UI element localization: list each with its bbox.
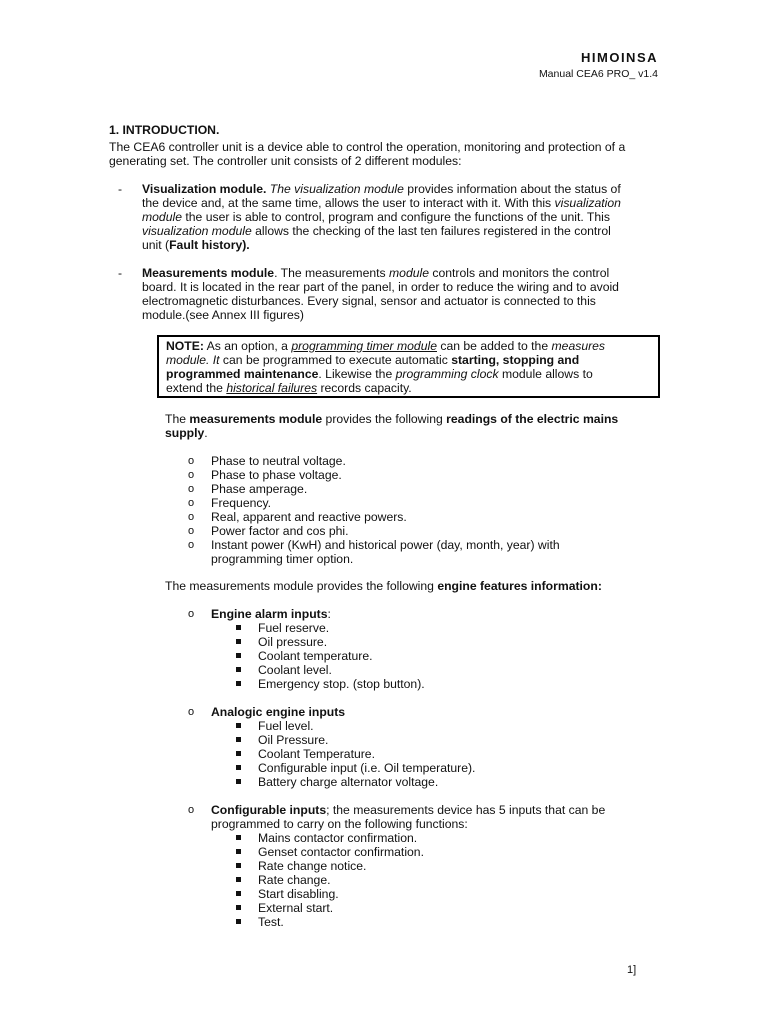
readings-t2: provides the following xyxy=(322,412,447,426)
bullet-icon xyxy=(236,667,241,672)
instant-power-line-2: programming timer option. xyxy=(211,552,354,566)
list-marker: o xyxy=(188,608,195,620)
list-item: Frequency. xyxy=(211,496,272,510)
bullet-icon xyxy=(236,765,241,770)
readings-intro xyxy=(165,412,658,440)
intro-line-1: The CEA6 controller unit is a device able to control the operation, monitoring and protection of a xyxy=(109,140,626,154)
measurements-paragraph xyxy=(142,266,658,322)
note-i3: programming clock xyxy=(395,367,499,381)
list-marker: o xyxy=(188,455,195,467)
visualization-text-t4: allows the checking of the last ten failures registered in the control xyxy=(251,224,611,238)
list-item: Coolant level. xyxy=(258,663,332,677)
visualization-title: Visualization module. xyxy=(142,182,267,196)
measurements-text-i1: module xyxy=(389,266,429,280)
visualization-text-t5a: unit ( xyxy=(142,238,170,252)
note-historical-failures: historical failures xyxy=(226,381,318,395)
bullet-icon xyxy=(236,737,241,742)
engine-b1: engine features information: xyxy=(437,579,602,593)
list-marker: o xyxy=(188,706,195,718)
list-item: Real, apparent and reactive powers. xyxy=(211,510,407,524)
readings-t3: . xyxy=(204,426,208,440)
note-b2: programmed maintenance xyxy=(166,367,319,381)
list-item: Test. xyxy=(258,915,284,929)
measurements-line-3: electromagnetic disturbances. Every signal, sensor and actuator is connected to this xyxy=(142,294,596,308)
list-item: Power factor and cos phi. xyxy=(211,524,349,538)
note-b1: starting, stopping and xyxy=(451,353,580,367)
list-item: Fuel reserve. xyxy=(258,621,330,635)
list-item: Rate change notice. xyxy=(258,859,367,873)
bullet-icon xyxy=(236,891,241,896)
list-item: Coolant temperature. xyxy=(258,649,373,663)
list-item: Configurable input (i.e. Oil temperature). xyxy=(258,761,476,775)
measurements-dash: - xyxy=(118,266,123,280)
visualization-text-i1: The visualization module xyxy=(269,182,404,196)
readings-b2: readings of the electric mains xyxy=(446,412,619,426)
page-number: 1] xyxy=(627,964,637,976)
list-marker: o xyxy=(188,469,195,481)
engine-alarm-colon: : xyxy=(327,607,331,621)
note-t5: module allows to xyxy=(498,367,593,381)
readings-b1: measurements module xyxy=(189,412,323,426)
readings-b3: supply xyxy=(165,426,205,440)
bullet-icon xyxy=(236,863,241,868)
bullet-icon xyxy=(236,849,241,854)
bullet-icon xyxy=(236,779,241,784)
instant-power-line-1: Instant power (KwH) and historical power (day, month, year) with xyxy=(211,538,560,552)
note-t6: extend the xyxy=(166,381,227,395)
list-item: Phase to phase voltage. xyxy=(211,468,342,482)
measurements-text-t1b: controls and monitors the control xyxy=(429,266,610,280)
bullet-icon xyxy=(236,639,241,644)
list-item: Fuel level. xyxy=(258,719,314,733)
list-item: Oil Pressure. xyxy=(258,733,329,747)
list-item: Coolant Temperature. xyxy=(258,747,375,761)
bullet-icon xyxy=(236,653,241,658)
list-item: Phase amperage. xyxy=(211,482,308,496)
list-marker: o xyxy=(188,511,195,523)
bullet-icon xyxy=(236,751,241,756)
engine-alarm-label: Engine alarm inputs xyxy=(211,607,328,621)
measurements-line-2: board. It is located in the rear part of the panel, in order to reduce the wiring and to avoid xyxy=(142,280,619,294)
list-marker: o xyxy=(188,539,195,551)
visualization-text-i4: visualization module xyxy=(142,224,252,238)
visualization-text-i3: module xyxy=(142,210,182,224)
visualization-text-l2: the device and, at the same time, allows the user to interact with it. With this xyxy=(142,196,555,210)
readings-t1: The xyxy=(165,412,190,426)
bullet-icon xyxy=(236,835,241,840)
configurable-t2: programmed to carry on the following functions: xyxy=(211,817,468,831)
note-i1: measures xyxy=(551,339,606,353)
note-t2: can be added to the xyxy=(436,339,552,353)
list-item: Oil pressure. xyxy=(258,635,328,649)
list-item: Battery charge alternator voltage. xyxy=(258,775,439,789)
analogic-title: Analogic engine inputs xyxy=(211,705,346,719)
list-item: Phase to neutral voltage. xyxy=(211,454,346,468)
header-brand: HIMOINSA xyxy=(581,50,658,65)
visualization-dash: - xyxy=(118,182,123,196)
list-item xyxy=(211,538,658,566)
note-label: NOTE: xyxy=(166,339,204,353)
bullet-icon xyxy=(236,877,241,882)
note-box xyxy=(157,335,660,398)
intro-paragraph xyxy=(109,140,658,168)
fault-history-label: Fault history). xyxy=(169,238,250,252)
bullet-icon xyxy=(236,723,241,728)
bullet-icon xyxy=(236,919,241,924)
engine-intro xyxy=(165,579,658,593)
visualization-text-i2: visualization xyxy=(554,196,621,210)
intro-heading: 1. INTRODUCTION. xyxy=(109,123,220,137)
list-item: External start. xyxy=(258,901,334,915)
list-marker: o xyxy=(188,525,195,537)
measurements-title: Measurements module xyxy=(142,266,275,280)
note-t7: records capacity. xyxy=(317,381,412,395)
list-item: Emergency stop. (stop button). xyxy=(258,677,425,691)
configurable-paragraph xyxy=(211,803,658,831)
bullet-icon xyxy=(236,681,241,686)
bullet-icon xyxy=(236,625,241,630)
list-marker: o xyxy=(188,483,195,495)
engine-alarm-title xyxy=(211,607,658,621)
intro-line-2: generating set. The controller unit consists of 2 different modules: xyxy=(109,154,462,168)
note-t4: . Likewise the xyxy=(318,367,396,381)
measurements-text-t1a: . The measurements xyxy=(274,266,390,280)
list-marker: o xyxy=(188,497,195,509)
list-item: Start disabling. xyxy=(258,887,339,901)
list-item: Genset contactor confirmation. xyxy=(258,845,424,859)
note-i2: module. It xyxy=(166,353,220,367)
list-marker: o xyxy=(188,804,195,816)
engine-t1: The measurements module provides the following xyxy=(165,579,438,593)
bullet-icon xyxy=(236,905,241,910)
note-programming-timer: programming timer module xyxy=(291,339,437,353)
visualization-paragraph xyxy=(142,182,658,252)
visualization-text-t1: provides information about the status of xyxy=(403,182,621,196)
visualization-text-t3: the user is able to control, program and configure the functions of the unit. This xyxy=(181,210,610,224)
note-t3: can be programmed to execute automatic xyxy=(219,353,452,367)
note-t1: As an option, a xyxy=(203,339,292,353)
list-item: Mains contactor confirmation. xyxy=(258,831,418,845)
header-manual-version: Manual CEA6 PRO_ v1.4 xyxy=(538,68,658,80)
configurable-title: Configurable inputs xyxy=(211,803,327,817)
list-item: Rate change. xyxy=(258,873,331,887)
measurements-line-4: module.(see Annex III figures) xyxy=(142,308,304,322)
configurable-t1: ; the measurements device has 5 inputs that can be xyxy=(326,803,606,817)
